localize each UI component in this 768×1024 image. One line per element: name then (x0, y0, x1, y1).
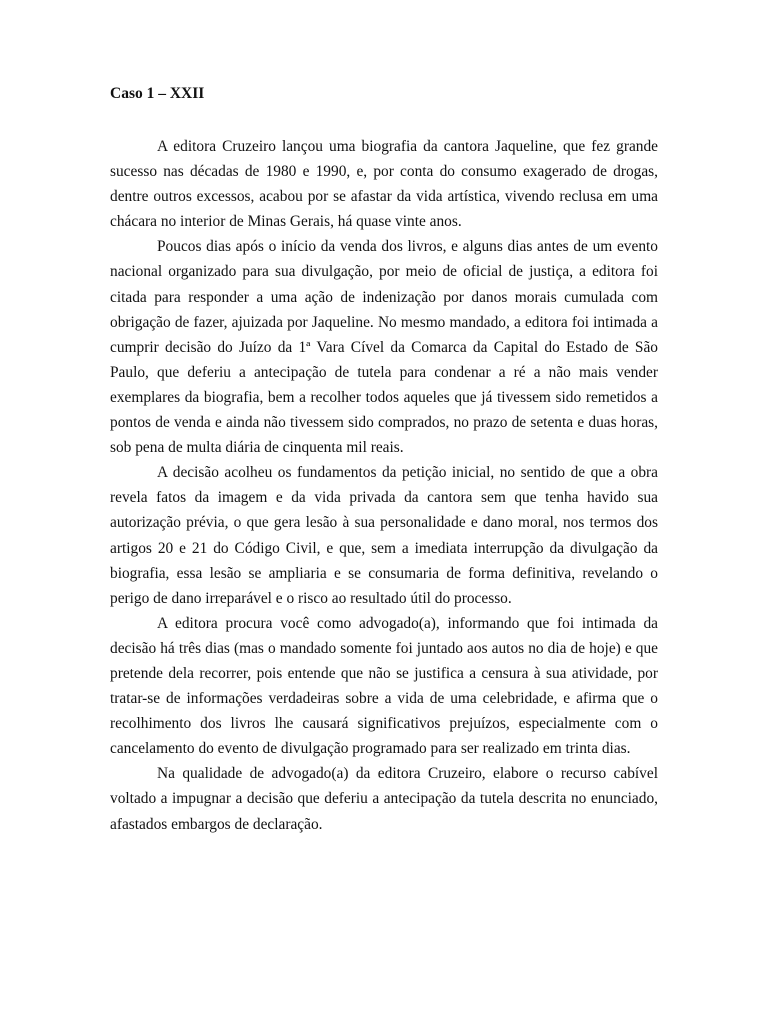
paragraph-5: Na qualidade de advogado(a) da editora Cruzeiro, elabore o recurso cabível voltado a impugnar a decisão que deferiu a antecipação da tutela descrita no enunciado, afastados embargos de declaração. (110, 765, 658, 833)
document-body (110, 134, 658, 837)
paragraph-1: A editora Cruzeiro lançou uma biografia da cantora Jaqueline, que fez grande sucesso nas décadas de 1980 e 1990, e, por conta do consumo exagerado de drogas, dentre outros excessos, acabou por se afastar da vida artística, vivendo reclusa em uma chácara no interior de Minas Gerais, há quase vinte anos. (110, 138, 658, 231)
document-title: Caso 1 – XXII (110, 85, 205, 102)
paragraph-2: Poucos dias após o início da venda dos livros, e alguns dias antes de um evento nacional organizado para sua divulgação, por meio de oficial de justiça, a editora foi citada para responder a uma ação de indenização por danos morais cumulada com obrigação de fazer, ajuizada por Jaqueline. No mesmo mandado, a editora foi intimada a cumprir decisão do Juízo da 1ª Vara Cível da Comarca da Capital do Estado de São Paulo, que deferiu a antecipação de tutela para condenar a ré a não mais vender exemplares da biografia, bem a recolher todos aqueles que já tivessem sido remetidos a pontos de venda e ainda não tivessem sido comprados, no prazo de setenta e duas horas, sob pena de multa diária de cinquenta mil reais. (110, 238, 658, 457)
paragraph-3: A decisão acolheu os fundamentos da petição inicial, no sentido de que a obra revela fatos da imagem e da vida privada da cantora sem que tenha havido sua autorização prévia, o que gera lesão à sua personalidade e dano moral, nos termos dos artigos 20 e 21 do Código Civil, e que, sem a imediata interrupção da divulgação da biografia, essa lesão se ampliaria e se consumaria de forma definitiva, revelando o perigo de dano irreparável e o risco ao resultado útil do processo. (110, 464, 658, 607)
paragraph-4: A editora procura você como advogado(a), informando que foi intimada da decisão há três dias (mas o mandado somente foi juntado aos autos no dia de hoje) e que pretende dela recorrer, pois entende que não se justifica a censura à sua atividade, por tratar-se de informações verdadeiras sobre a vida de uma celebridade, e afirma que o recolhimento dos livros lhe causará significativos prejuízos, especialmente com o cancelamento do evento de divulgação programado para ser realizado em trinta dias. (110, 614, 658, 758)
